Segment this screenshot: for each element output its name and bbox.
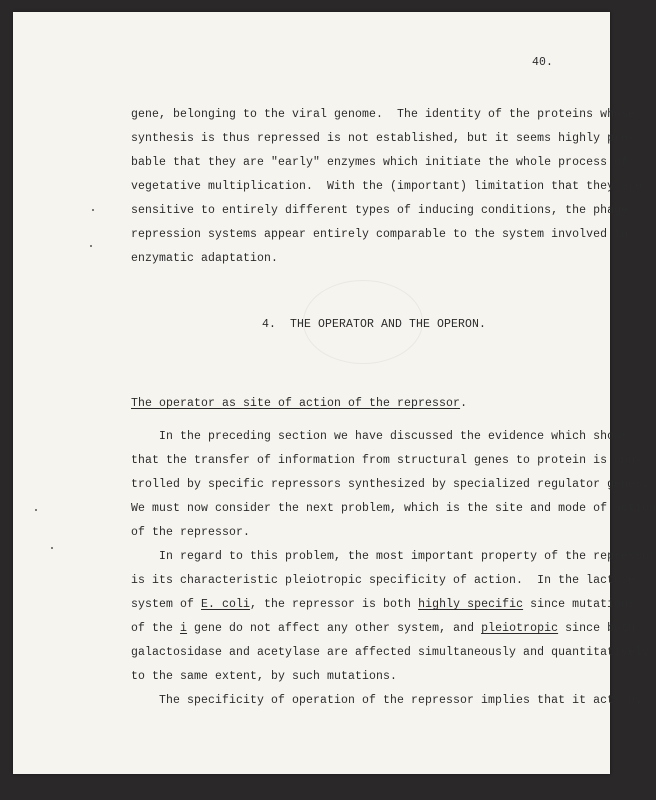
paragraph-2-line: of the repressor. [131, 526, 251, 539]
section-heading: 4. THE OPERATOR AND THE OPERON. [262, 318, 487, 331]
emphasis-highly-specific: highly specific [418, 598, 524, 611]
subsection-heading-text: The operator as site of action of the repressor [131, 397, 461, 410]
paragraph-1-line: gene, belonging to the viral genome. The identity of the proteins whose [131, 108, 636, 121]
paragraph-1-line: enzymatic adaptation. [131, 252, 279, 265]
paragraph-3-line: is its characteristic pleiotropic specificity of action. In the lactose [131, 574, 636, 587]
paper-speck [90, 245, 92, 247]
paper-speck [35, 509, 37, 511]
text-run: of the [131, 622, 181, 635]
paragraph-1-line: vegetative multiplication. With the (important) limitation that they are [131, 180, 643, 193]
paragraph-2-line: We must now consider the next problem, which is the site and mode of action [131, 502, 656, 515]
paragraph-3-line [131, 622, 635, 635]
paragraph-2-line: that the transfer of information from structural genes to protein is con- [131, 454, 643, 467]
paper-speck [51, 547, 53, 549]
text-run: since both [558, 622, 636, 635]
paragraph-3-line: to the same extent, by such mutations. [131, 670, 398, 683]
paragraph-3-line [131, 598, 635, 611]
emphasis-pleiotropic: pleiotropic [481, 622, 559, 635]
paragraph-1-line: repression systems appear entirely comparable to the system involved in [131, 228, 629, 241]
paragraph-2-line: In the preceding section we have discussed the evidence which shows [131, 430, 629, 443]
paragraph-1-line: bable that they are "early" enzymes which initiate the whole process of [131, 156, 629, 169]
paragraph-3-line: In regard to this problem, the most important property of the repressor [131, 550, 656, 563]
text-run: gene do not affect any other system, and [187, 622, 482, 635]
text-run: system of [131, 598, 202, 611]
paragraph-2-line: trolled by specific repressors synthesized by specialized regulator genes. [131, 478, 650, 491]
paragraph-1-line: sensitive to entirely different types of inducing conditions, the phage [131, 204, 629, 217]
text-run: , the repressor is both [250, 598, 419, 611]
page-number: 40. [532, 56, 554, 69]
paragraph-3-line: galactosidase and acetylase are affected simultaneously and quantitatively [131, 646, 650, 659]
gene-name: i [180, 622, 188, 635]
species-name: E. coli [201, 598, 251, 611]
document-page [13, 12, 656, 774]
paragraph-4-line: The specificity of operation of the repressor implies that it acts by [131, 694, 643, 707]
paper-speck [92, 209, 94, 211]
subsection-heading [131, 397, 467, 410]
subsection-heading-period: . [460, 397, 468, 410]
paragraph-1-line: synthesis is thus repressed is not established, but it seems highly pro- [131, 132, 636, 145]
text-run: since mutations [523, 598, 636, 611]
